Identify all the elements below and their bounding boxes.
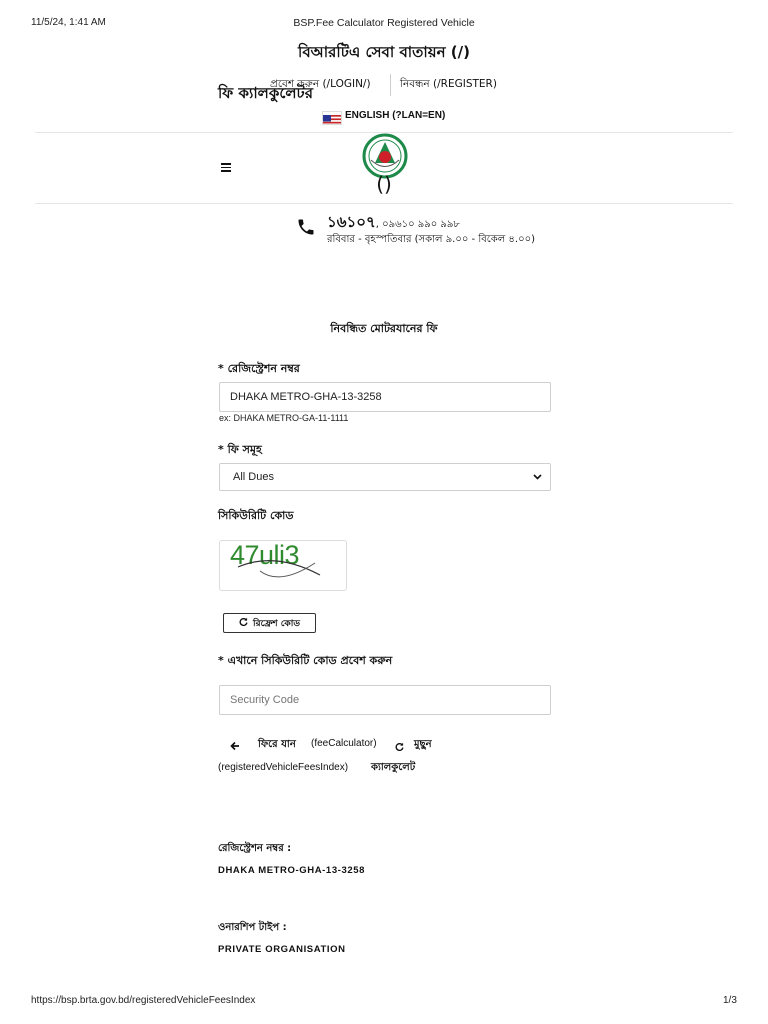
- fee-type-selected: All Dues: [233, 471, 274, 483]
- helpline-others: , ০৯৬১০ ৯৯০ ৯৯৮: [375, 219, 460, 230]
- us-flag-icon: [322, 111, 342, 125]
- helpline-primary: ১৬১০৭: [327, 213, 376, 231]
- result-ownership-label: ওনারশিপ টাইপ :: [218, 922, 287, 933]
- print-datetime: 11/5/24, 1:41 AM: [31, 17, 106, 28]
- logo-divider: [35, 203, 733, 204]
- calculate-button[interactable]: ক্যালকুলেট: [371, 762, 416, 773]
- print-page-number: 1/3: [723, 995, 737, 1006]
- language-link[interactable]: ENGLISH (?LAN=EN): [345, 110, 446, 121]
- registration-example: ex: DHAKA METRO-GA-11-1111: [219, 413, 349, 423]
- result-registration-value: DHAKA METRO-GHA-13-3258: [218, 865, 365, 876]
- site-title-link[interactable]: বিআরটিএ সেবা বাতায়ন (/): [298, 43, 470, 61]
- clear-label: মুছুন: [414, 739, 432, 750]
- result-ownership-value: PRIVATE ORGANISATION: [218, 944, 346, 955]
- print-url: https://bsp.brta.gov.bd/registeredVehicleFeesIndex: [31, 995, 256, 1006]
- captcha-text: 47uli3: [230, 540, 300, 570]
- fee-type-label: * ফি সমূহ: [218, 443, 262, 456]
- page-heading: ফি ক্যালকুলেটর: [218, 84, 313, 102]
- arrow-left-icon: [230, 736, 240, 755]
- enter-security-code-label: * এখানে সিকিউরিটি কোড প্রবেশ করুন: [218, 654, 393, 667]
- nav-divider: [390, 74, 391, 96]
- print-doc-title: BSP.Fee Calculator Registered Vehicle: [293, 17, 475, 29]
- form-heading: নিবন্ধিত মোটরযানের ফি: [330, 322, 438, 335]
- clear-button[interactable]: [395, 736, 432, 755]
- back-link-target[interactable]: (feeCalculator): [311, 738, 377, 749]
- chevron-down-icon: [533, 471, 542, 483]
- refresh-code-label: রিফ্রেশ কোড: [253, 618, 300, 629]
- hamburger-menu-icon[interactable]: [221, 163, 231, 172]
- phone-icon: [296, 217, 316, 237]
- back-button[interactable]: [230, 736, 296, 755]
- helpline-hours: রবিবার - বৃহস্পতিবার (সকাল ৯.০০ - বিকেল ৪.০০): [327, 234, 535, 245]
- register-link[interactable]: নিবন্ধন (/REGISTER): [400, 78, 497, 90]
- captcha-image: [219, 540, 347, 591]
- login-link[interactable]: প্রবেশ করুন (/LOGIN/): [270, 78, 371, 90]
- security-code-label: সিকিউরিটি কোড: [218, 509, 294, 522]
- security-code-input[interactable]: [219, 685, 551, 715]
- fee-type-select[interactable]: [219, 463, 551, 491]
- registration-number-label: * রেজিস্ট্রেশন নম্বর: [218, 362, 300, 375]
- refresh-code-button[interactable]: [223, 613, 316, 633]
- logo-caption: (): [376, 172, 392, 196]
- calculate-link-target[interactable]: (registeredVehicleFeesIndex): [218, 762, 349, 773]
- result-registration-label: রেজিস্ট্রেশন নম্বর :: [218, 843, 292, 854]
- refresh-icon: [239, 617, 248, 629]
- back-label: ফিরে যান: [258, 739, 296, 750]
- refresh-icon: [395, 736, 404, 755]
- registration-number-input[interactable]: DHAKA METRO-GHA-13-3258: [219, 382, 551, 412]
